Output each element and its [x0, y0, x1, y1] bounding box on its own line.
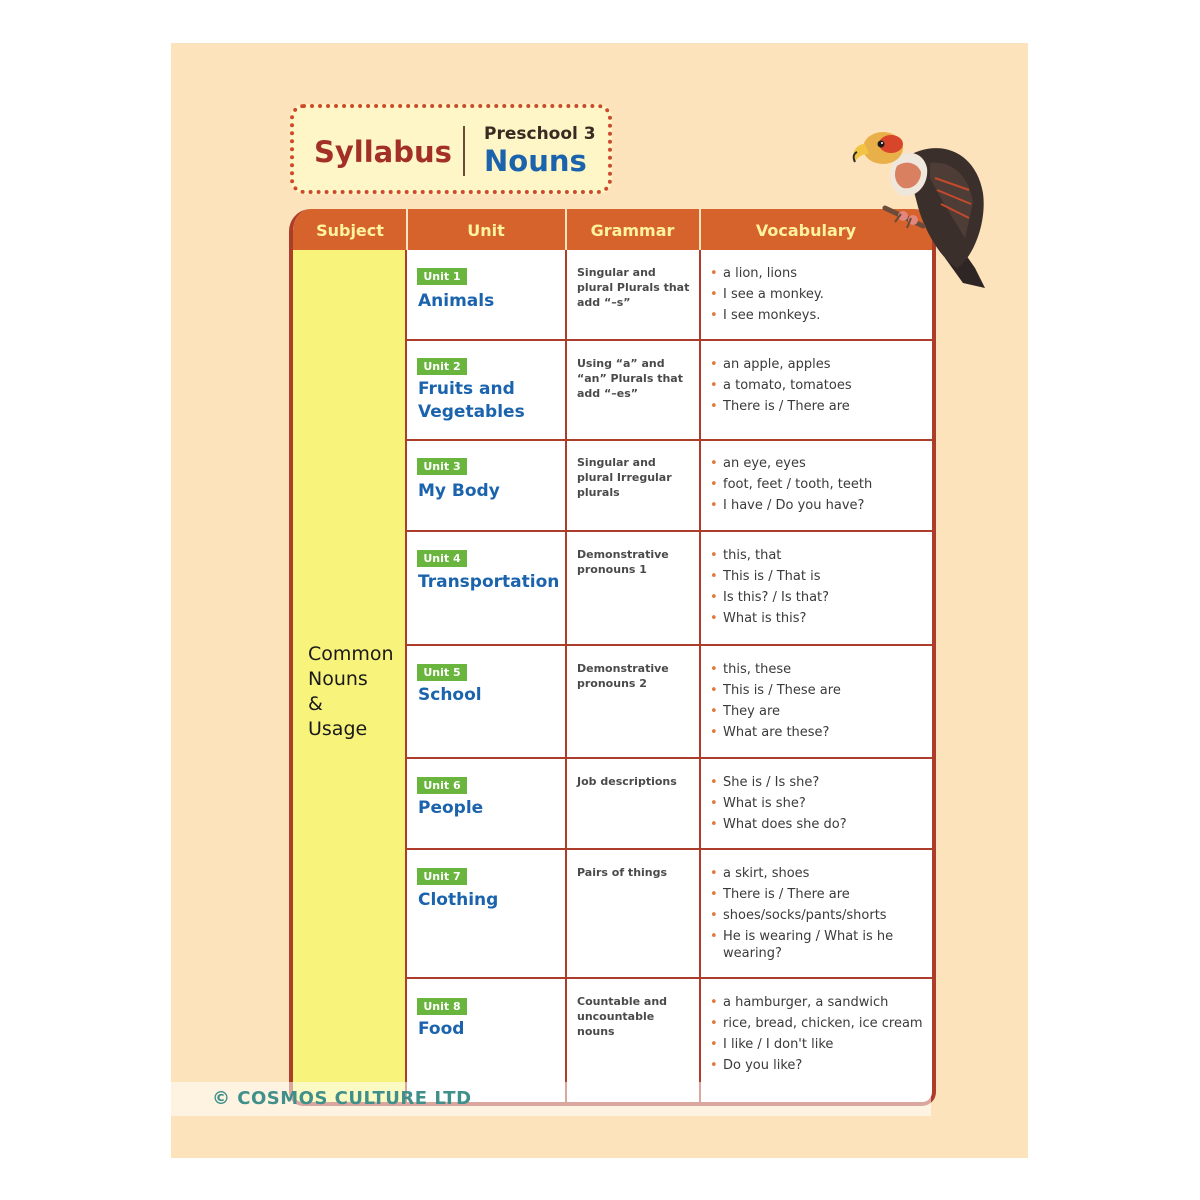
- unit-badge: Unit 3: [417, 458, 467, 475]
- header-vocabulary: Vocabulary: [755, 221, 857, 240]
- vocabulary-item: • Do you like?: [710, 1057, 925, 1074]
- header-subject: Subject: [316, 221, 384, 240]
- vocabulary-item: • What does she do?: [710, 816, 925, 833]
- unit-badge: Unit 2: [417, 358, 467, 375]
- vocabulary-item: • I like / I don't like: [710, 1036, 925, 1053]
- vocabulary-item: • rice, bread, chicken, ice cream: [710, 1015, 925, 1032]
- vocabulary-item: • There is / There are: [710, 886, 925, 903]
- vocabulary-item: • an apple, apples: [710, 356, 925, 373]
- table-row: [405, 441, 936, 532]
- vocabulary-item: • a hamburger, a sandwich: [710, 994, 925, 1011]
- vocabulary-item: • What is this?: [710, 610, 925, 627]
- vocabulary-item: • a tomato, tomatoes: [710, 377, 925, 394]
- subject-line: Common: [308, 643, 394, 665]
- grammar-text: Pairs of things: [577, 866, 668, 879]
- vocabulary-item: • this, that: [710, 547, 925, 564]
- unit-badge: Unit 1: [417, 268, 467, 285]
- grammar-text: Job descriptions: [577, 775, 677, 788]
- grammar-text: Demonstrative pronouns 2: [577, 662, 669, 690]
- title-box: [290, 104, 612, 194]
- vocabulary-item: • a lion, lions: [710, 265, 925, 282]
- vocabulary-item: • this, these: [710, 661, 925, 678]
- subject-line: &: [308, 693, 323, 715]
- table-header: [293, 209, 932, 250]
- vocabulary-item: • foot, feet / tooth, teeth: [710, 476, 925, 493]
- vocabulary-item: • What is she?: [710, 795, 925, 812]
- vocabulary-item: • There is / There are: [710, 398, 925, 415]
- unit-name: Fruits and Vegetables: [418, 379, 525, 422]
- vocabulary-item: • He is wearing / What is he wearing?: [710, 928, 925, 962]
- unit-name: My Body: [418, 481, 500, 501]
- unit-name: Clothing: [418, 890, 499, 910]
- unit-name: Food: [418, 1019, 465, 1039]
- vocabulary-item: • I have / Do you have?: [710, 497, 925, 514]
- grammar-text: Singular and plural Irregular plurals: [577, 456, 672, 499]
- header-unit: Unit: [467, 221, 505, 240]
- grammar-text: Singular and plural Plurals that add “–s”: [577, 266, 690, 309]
- subject-line: Usage: [308, 718, 368, 740]
- vocabulary-item: • Is this? / Is that?: [710, 589, 925, 606]
- vocabulary-list: [710, 661, 925, 745]
- copyright-watermark: © COSMOS CULTURE LTD: [212, 1088, 472, 1109]
- unit-badge: Unit 4: [417, 550, 467, 567]
- vocabulary-item: • a skirt, shoes: [710, 865, 925, 882]
- vocabulary-list: [710, 994, 925, 1078]
- vocabulary-item: • shoes/socks/pants/shorts: [710, 907, 925, 924]
- table-row: [405, 646, 936, 759]
- vocabulary-item: • an eye, eyes: [710, 455, 925, 472]
- unit-name: People: [418, 798, 484, 818]
- vocabulary-item: • This is / These are: [710, 682, 925, 699]
- vocabulary-item: • I see a monkey.: [710, 286, 925, 303]
- unit-badge: Unit 7: [417, 868, 467, 885]
- vocabulary-list: [710, 547, 925, 631]
- vocabulary-list: [710, 865, 925, 966]
- vocabulary-list: [710, 774, 925, 837]
- unit-name: School: [418, 685, 482, 705]
- unit-badge: Unit 5: [417, 664, 467, 681]
- syllabus-table: [289, 209, 936, 1106]
- grammar-text: Demonstrative pronouns 1: [577, 548, 669, 576]
- unit-name: Animals: [418, 291, 495, 311]
- table-row: [405, 532, 936, 646]
- vocabulary-list: [710, 356, 925, 419]
- table-row: [405, 850, 936, 979]
- subject-line: Nouns: [308, 668, 368, 690]
- vocabulary-item: • I see monkeys.: [710, 307, 925, 324]
- vocabulary-item: • They are: [710, 703, 925, 720]
- header-grammar: Grammar: [590, 221, 675, 240]
- vocabulary-item: • She is / Is she?: [710, 774, 925, 791]
- grammar-text: Using “a” and “an” Plurals that add “–es”: [577, 357, 683, 400]
- vocabulary-item: • What are these?: [710, 724, 925, 741]
- title-divider: [463, 126, 465, 176]
- syllabus-title: Syllabus: [314, 135, 452, 169]
- topic-title: Nouns: [484, 144, 587, 178]
- vocabulary-item: • This is / That is: [710, 568, 925, 585]
- table-row: [405, 759, 936, 850]
- grammar-text: Countable and uncountable nouns: [577, 995, 668, 1038]
- unit-name: Transportation: [418, 572, 560, 592]
- subject-cell: [293, 250, 405, 1102]
- unit-badge: Unit 6: [417, 777, 467, 794]
- vulture-illustration: [845, 118, 995, 293]
- subject-label: [308, 642, 394, 742]
- unit-badge: Unit 8: [417, 998, 467, 1015]
- vocabulary-list: [710, 455, 925, 518]
- level-label: Preschool 3: [484, 124, 596, 144]
- table-row: [405, 341, 936, 441]
